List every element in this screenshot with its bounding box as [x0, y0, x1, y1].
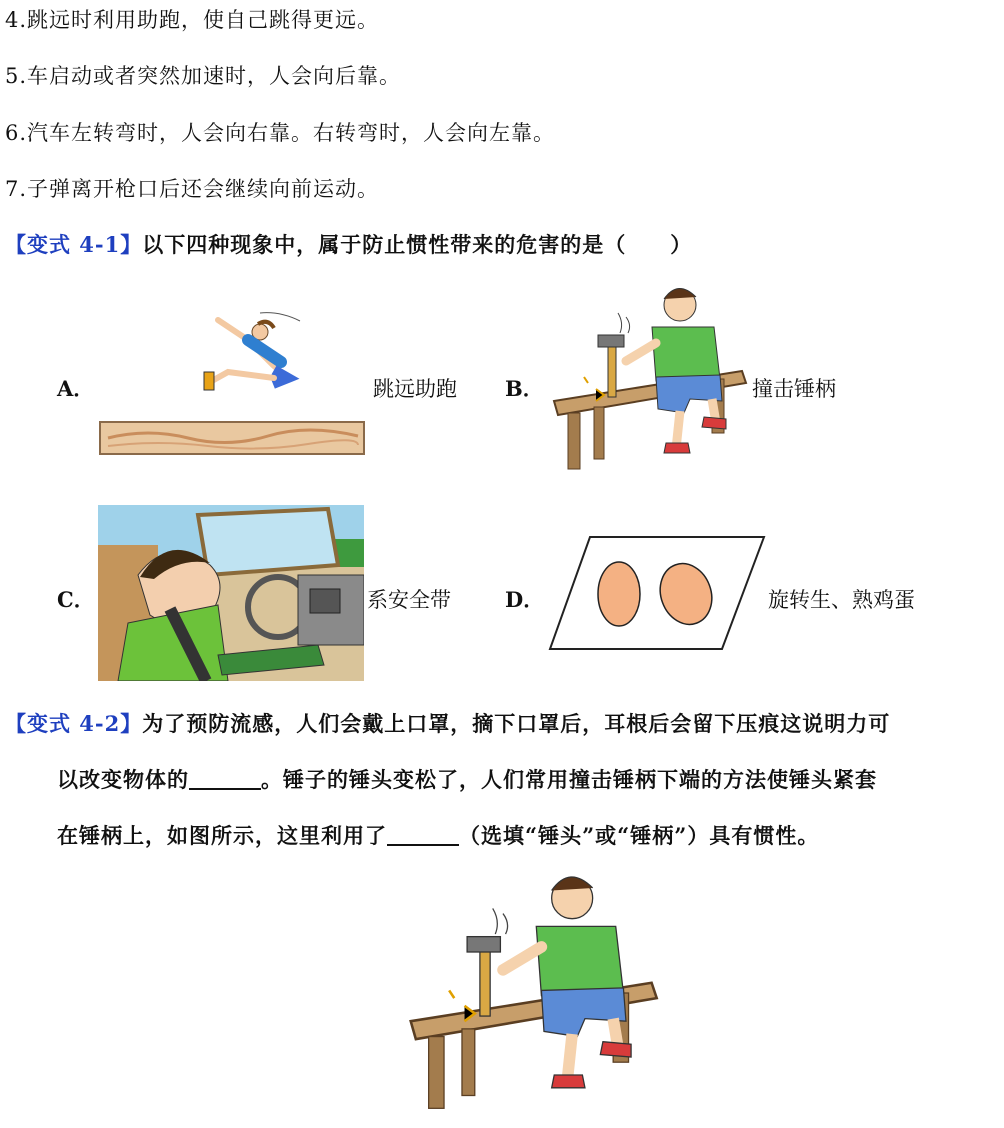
list-item-7: 7.子弹离开枪口后还会继续向前运动。 [5, 177, 380, 201]
answer-blank-1[interactable] [189, 768, 261, 790]
question-4-2 [5, 708, 890, 738]
option-c-letter: C． [57, 587, 95, 612]
question-line-2 [57, 764, 877, 794]
question-line-3 [57, 820, 819, 850]
line2-text-a: 以改变物体的 [57, 767, 189, 792]
option-a-caption: 跳远助跑 [373, 377, 457, 401]
option-d-letter: D． [505, 587, 545, 612]
line3-text-b: （选填“锤头”或“锤柄”）具有惯性。 [459, 823, 820, 848]
list-item-4: 4.跳远时利用助跑，使自己跳得更远。 [5, 8, 380, 32]
question-tag: 【变式 4-1】 [5, 232, 143, 257]
question-text: 以下四种现象中，属于防止惯性带来的危害的是（ ） [142, 232, 693, 257]
answer-blank-2[interactable] [387, 824, 459, 846]
option-b-letter: B． [505, 376, 544, 401]
line3-text-a: 在锤柄上，如图所示，这里利用了 [57, 823, 387, 848]
hammer-bench-large-image [405, 870, 665, 1116]
eggs-image [548, 535, 768, 653]
question-tag: 【变式 4-2】 [5, 711, 143, 736]
question-4-1 [5, 229, 692, 259]
line2-text-b: 。锤子的锤头变松了，人们常用撞击锤柄下端的方法使锤头紧套 [261, 767, 877, 792]
long-jump-image [98, 310, 368, 460]
option-c-caption: 系安全带 [367, 588, 451, 612]
list-item-6: 6.汽车左转弯时，人会向右靠。右转弯时，人会向左靠。 [5, 121, 556, 145]
question-line-1: 为了预防流感，人们会戴上口罩，摘下口罩后，耳根后会留下压痕这说明力可 [142, 711, 891, 736]
hammer-bench-image [552, 283, 750, 475]
seatbelt-image [98, 505, 364, 681]
option-d-caption: 旋转生、熟鸡蛋 [768, 588, 915, 612]
option-a-letter: A． [57, 376, 95, 401]
option-b-caption: 撞击锤柄 [752, 377, 836, 401]
list-item-5: 5.车启动或者突然加速时，人会向后靠。 [5, 64, 402, 88]
